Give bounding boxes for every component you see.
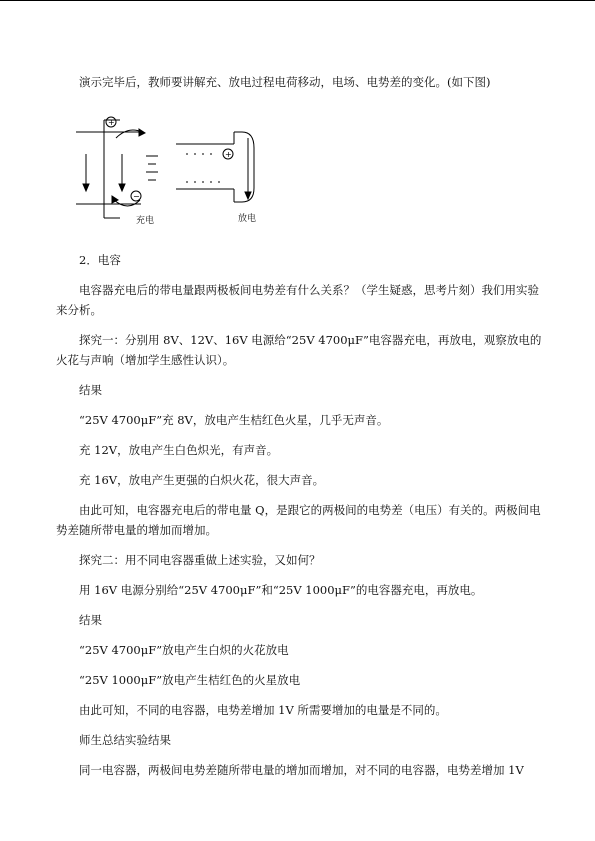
paragraph: 探究一：分别用 8V、12V、16V 电源给“25V 4700μF”电容器充电，再放电，观察放电的火花与声响（增加学生感性认识）。 <box>56 333 542 367</box>
paragraph: 师生总结实验结果 <box>79 733 171 747</box>
paragraph: 结果 <box>79 383 102 397</box>
document-body <box>56 72 542 780</box>
paragraph: 电容器充电后的带电量跟两极板间电势差有什么关系？（学生疑惑，思考片刻）我们用实验来分析。 <box>56 283 539 317</box>
discharge-label: 放电 <box>238 214 257 224</box>
charge-discharge-figure <box>56 92 542 242</box>
discharging-circuit <box>176 132 254 202</box>
paragraph: “25V 1000μF”放电产生桔红色的火星放电 <box>79 673 301 687</box>
charge-label: 充电 <box>136 216 155 226</box>
paragraph: 由此可知，不同的电容器，电势差增加 1V 所需要增加的电量是不同的。 <box>79 703 447 717</box>
top-rule <box>0 0 595 1</box>
paragraph: 探究二：用不同电容器重做上述实验，又如何？ <box>79 553 321 567</box>
plus-sign-discharge: + <box>225 150 232 159</box>
paragraph: 用 16V 电源分别给“25V 4700μF”和“25V 1000μF”的电容器充电，再放电。 <box>79 583 483 597</box>
paragraph-intro: 演示完毕后，教师要讲解充、放电过程电荷移动，电场、电势差的变化。(如下图) <box>79 75 491 89</box>
charging-circuit <box>76 117 158 218</box>
paragraph: 同一电容器，两极间电势差随所带电量的增加而增加，对不同的电容器，电势差增加 1V <box>79 763 524 777</box>
field-arrow <box>83 184 89 191</box>
paragraph: “25V 4700μF”充 8V，放电产生桔红色火星，几乎无声音。 <box>79 413 389 427</box>
paragraph: 充 12V，放电产生白色炽光，有声音。 <box>79 443 279 457</box>
paragraph: 由此可知，电容器充电后的带电量 Q，是跟它的两极间的电势差（电压）有关的。两极间电势差随所带电量的增加而增加。 <box>56 503 541 537</box>
section-heading: 2．电容 <box>79 253 121 267</box>
paragraph: “25V 4700μF”放电产生白炽的火花放电 <box>79 643 289 657</box>
plus-sign: + <box>108 118 115 127</box>
field-arrow <box>119 184 125 191</box>
capacitor-diagram <box>56 92 542 242</box>
minus-sign: − <box>133 192 140 201</box>
paragraph: 结果 <box>79 613 102 627</box>
charge-flow-arrow-top <box>116 130 142 138</box>
paragraph: 充 16V，放电产生更强的白炽火花，很大声音。 <box>79 473 325 487</box>
